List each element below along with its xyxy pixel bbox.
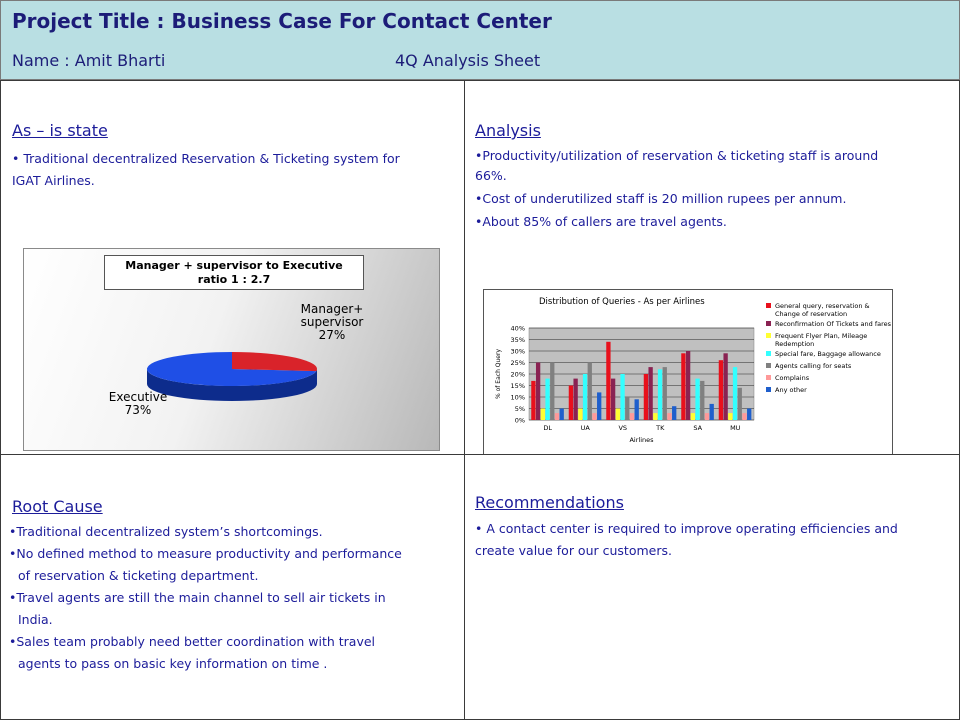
y-tick-label: 20% — [510, 370, 525, 379]
recommendations-heading: Recommendations — [475, 493, 624, 512]
x-tick-label: SA — [693, 424, 703, 432]
as-is-line: • Traditional decentralized Reservation & Ticketing system for — [12, 151, 400, 166]
x-tick-label: VS — [618, 424, 628, 432]
y-tick-label: 10% — [510, 393, 525, 402]
sheet-title: 4Q Analysis Sheet — [395, 51, 541, 70]
recommendations-quadrant — [464, 454, 960, 720]
bar — [733, 367, 737, 420]
bar — [738, 388, 742, 420]
bar-chart-title: Distribution of Queries - As per Airlines — [539, 297, 705, 307]
bar — [719, 360, 723, 420]
analysis-line: •About 85% of callers are travel agents. — [475, 214, 727, 229]
as-is-line: IGAT Airlines. — [12, 173, 95, 188]
bar — [588, 363, 592, 421]
y-tick-label: 5% — [514, 405, 525, 413]
header-banner — [0, 0, 960, 80]
analysis-quadrant — [464, 80, 960, 455]
bar — [573, 379, 577, 420]
analysis-line: •Productivity/utilization of reservation & ticketing staff is around — [475, 148, 879, 163]
bar — [644, 374, 648, 420]
bar — [569, 386, 573, 421]
legend-label: Complains — [775, 374, 810, 382]
root-cause-text — [9, 521, 459, 675]
x-axis-label: Airlines — [629, 436, 654, 444]
root-cause-line: •Traditional decentralized system’s shortcomings. — [9, 524, 323, 539]
bar — [723, 353, 727, 420]
legend-swatch — [766, 351, 771, 356]
pie-slice-manager — [232, 352, 317, 371]
analysis-line: •Cost of underutilized staff is 20 million rupees per annum. — [475, 191, 847, 206]
bar — [583, 374, 587, 420]
legend-label: Any other — [775, 386, 807, 394]
legend-item — [766, 320, 892, 330]
bar — [630, 413, 634, 420]
bar — [545, 379, 549, 420]
x-tick-label: TK — [656, 424, 665, 432]
root-cause-line: •No defined method to measure productivity and performance — [9, 546, 402, 561]
legend-label: Frequent Flyer Plan, Mileage Redemption — [775, 332, 868, 348]
bar — [667, 413, 671, 420]
legend-label: General query, reservation & Change of reservation — [775, 302, 870, 318]
x-tick-label: MU — [730, 424, 741, 432]
y-tick-label: 25% — [510, 359, 525, 367]
bar — [648, 367, 652, 420]
bar — [606, 342, 610, 420]
bar — [541, 409, 545, 421]
root-cause-heading: Root Cause — [12, 497, 103, 516]
bar — [710, 404, 714, 420]
bar — [672, 406, 676, 420]
legend-label: Reconfirmation Of Tickets and fares — [775, 320, 892, 328]
x-tick-label: UA — [580, 424, 590, 432]
bar — [531, 381, 535, 420]
legend-swatch — [766, 387, 771, 392]
bar — [681, 353, 685, 420]
bar — [550, 363, 554, 421]
executive-slice-label — [98, 391, 178, 417]
bar — [555, 413, 559, 420]
bar — [616, 409, 620, 421]
as-is-heading: As – is state — [12, 121, 108, 140]
legend-swatch — [766, 375, 771, 380]
bar — [611, 379, 615, 420]
ratio-label — [104, 255, 364, 290]
root-cause-line: •Travel agents are still the main channel to sell air tickets in — [9, 590, 386, 605]
legend-swatch — [766, 303, 771, 308]
y-axis-label: % of Each Query — [495, 348, 502, 400]
manager-percent: 27% — [318, 328, 346, 342]
ratio-line-2: ratio 1 : 2.7 — [197, 273, 271, 286]
recommendations-text — [475, 518, 955, 562]
legend-label: Agents calling for seats — [775, 362, 852, 370]
executive-label: Executive — [108, 390, 168, 404]
bar — [686, 351, 690, 420]
bar — [592, 413, 596, 420]
manager-label-line1: Manager+ — [300, 302, 364, 316]
project-title: Project Title : Business Case For Contact Center — [12, 9, 552, 33]
legend-swatch — [766, 321, 771, 326]
root-cause-quadrant — [0, 454, 465, 720]
bar — [695, 379, 699, 420]
analysis-line: 66%. — [475, 168, 507, 183]
legend-swatch — [766, 363, 771, 368]
y-tick-label: 30% — [510, 347, 525, 356]
analysis-heading: Analysis — [475, 121, 541, 140]
as-is-quadrant — [0, 80, 465, 455]
legend-label: Special fare, Baggage allowance — [775, 350, 881, 358]
legend-item — [766, 350, 892, 360]
bar — [560, 409, 564, 421]
manager-label-line2: supervisor — [300, 315, 364, 329]
bar-chart — [483, 289, 893, 455]
bar — [635, 399, 639, 420]
bar — [705, 413, 709, 420]
y-tick-label: 15% — [510, 382, 525, 390]
root-cause-line: agents to pass on basic key information on time . — [18, 656, 328, 671]
legend-item — [766, 374, 892, 384]
legend-item — [766, 302, 892, 318]
legend-item — [766, 386, 892, 396]
recommendations-line: • A contact center is required to improve operating efficiencies and — [475, 521, 898, 536]
legend-item — [766, 362, 892, 372]
bar — [728, 413, 732, 420]
bar — [742, 413, 746, 420]
bar — [700, 381, 704, 420]
bar — [620, 374, 624, 420]
bar-legend — [766, 302, 892, 398]
root-cause-line: •Sales team probably need better coordination with travel — [9, 634, 376, 649]
author-name: Name : Amit Bharti — [12, 51, 166, 70]
bar — [691, 413, 695, 420]
legend-item — [766, 332, 892, 348]
bar — [578, 409, 582, 421]
bar — [663, 367, 667, 420]
root-cause-line: of reservation & ticketing department. — [18, 568, 259, 583]
recommendations-line: create value for our customers. — [475, 543, 672, 558]
legend-swatch — [766, 333, 771, 338]
y-tick-label: 40% — [510, 324, 525, 333]
bar — [653, 413, 657, 420]
y-tick-label: 0% — [514, 416, 525, 425]
bar — [597, 392, 601, 420]
root-cause-line: India. — [18, 612, 53, 627]
bar — [625, 397, 629, 420]
bar — [747, 409, 751, 421]
x-tick-label: DL — [543, 424, 553, 432]
pie-chart — [23, 248, 440, 451]
manager-slice-label — [292, 303, 372, 342]
as-is-text — [12, 148, 457, 192]
analysis-text — [475, 146, 955, 232]
bar — [536, 363, 540, 421]
ratio-line-1: Manager + supervisor to Executive — [125, 259, 343, 272]
bar — [658, 369, 662, 420]
executive-percent: 73% — [124, 403, 152, 417]
y-tick-label: 35% — [510, 336, 525, 344]
